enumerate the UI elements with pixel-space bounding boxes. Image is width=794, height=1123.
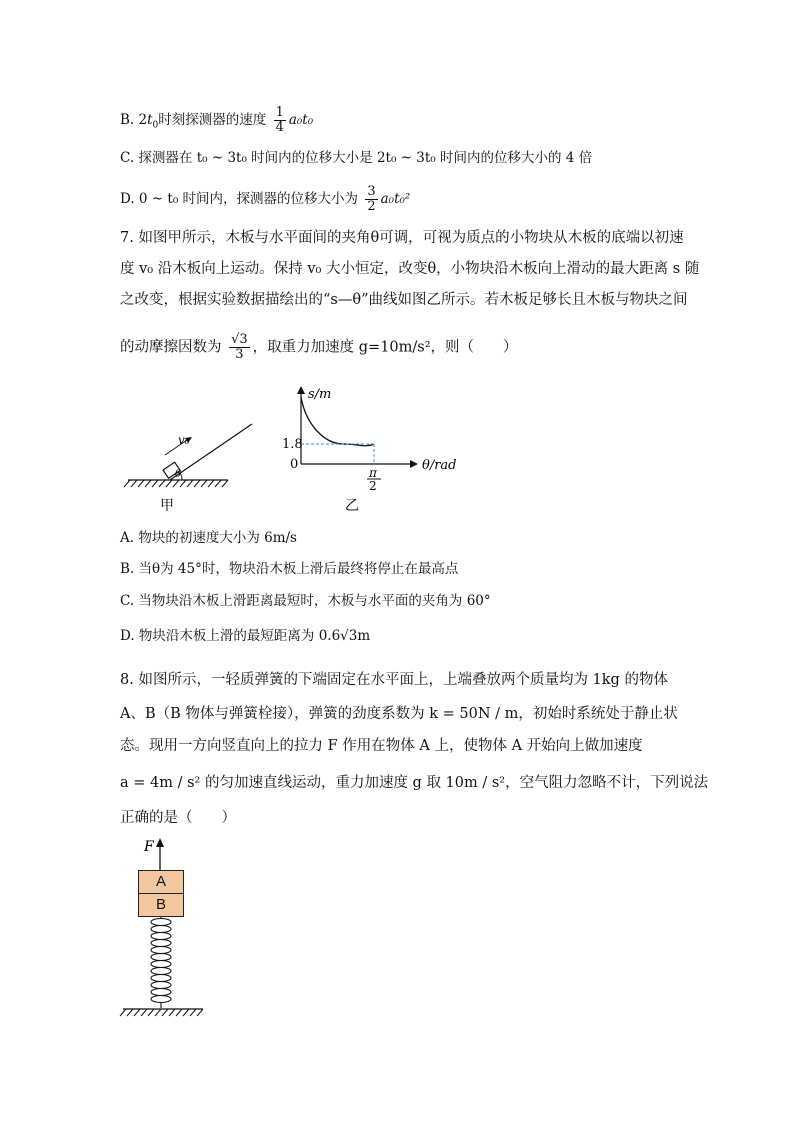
- q7-stem-line-4: [120, 333, 518, 362]
- ground-hatch: [124, 480, 228, 487]
- q6-option-c: C. 探测器在 t₀ ~ 3t₀ 时间内的位移大小是 2t₀ ~ 3t₀ 时间内的位移大小的 4 倍: [120, 150, 593, 166]
- q6-option-d-prefix: D. 0 ~ t₀ 时间内，探测器的位移大小为: [120, 191, 359, 207]
- q7-figure-jia: [120, 420, 260, 520]
- q8-stem-line-4: a = 4m / s² 的匀加速直线运动，重力加速度 g 取 10m / s²，空气阻力忽略不计，下列说法: [120, 775, 709, 791]
- q7-stem-line-3: 之改变，根据实验数据描绘出的“s—θ”曲线如图乙所示。若木板足够长且木板与物块之间: [120, 292, 688, 308]
- y-axis-arrowhead: [297, 386, 305, 394]
- y-tick-label: 1.8: [282, 437, 303, 452]
- force-label: F: [144, 839, 154, 855]
- q7-stem-line-4-prefix: 的动摩擦因数为: [120, 339, 222, 356]
- v0-label: v₀: [178, 433, 190, 447]
- block-a: A: [138, 870, 184, 894]
- theta-label: θ: [175, 469, 182, 480]
- q6-option-b-t: t: [147, 112, 153, 128]
- q7-option-d: D. 物块沿木板上滑的最短距离为 0.6√3m: [120, 628, 371, 644]
- q6-option-b-prefix: B. 2: [120, 112, 148, 128]
- fraction-denominator: 3: [235, 347, 244, 362]
- q7-friction-fraction: [229, 333, 250, 362]
- q7-stem-line-1: 7. 如图甲所示，木板与水平面间的夹角θ可调，可视为质点的小物块从木板的底端以初速: [120, 230, 684, 246]
- q7-option-b: B. 当θ为 45°时，物块沿木板上滑后最终将停止在最高点: [120, 561, 459, 577]
- q6-option-d-fraction: [365, 185, 377, 214]
- fraction-denominator: 4: [275, 120, 284, 135]
- x-tick-numerator: π: [369, 466, 377, 480]
- q7-option-c: C. 当物块沿木板上滑距离最短时，木板与水平面的夹角为 60°: [120, 593, 491, 609]
- q6-option-d-expr: a₀t₀²: [380, 191, 411, 207]
- q8-spring-figure: [118, 836, 218, 1026]
- q7-figure-yi: [280, 380, 470, 520]
- y-axis-label: s/m: [308, 387, 332, 402]
- fraction-denominator: 2: [367, 199, 376, 214]
- x-axis-arrowhead: [410, 460, 418, 468]
- x-axis-label: θ/rad: [422, 458, 457, 473]
- q7-stem-line-4-suffix: ，取重力加速度 g=10m/s²，则（ ）: [252, 339, 518, 356]
- fraction-numerator: 3: [367, 184, 376, 199]
- q6-option-d: [120, 185, 410, 214]
- q7-option-a: A. 物块的初速度大小为 6m/s: [120, 530, 297, 546]
- fraction-numerator: √3: [231, 332, 248, 347]
- figure-jia-caption: 甲: [160, 498, 174, 514]
- spring-coils: [151, 914, 171, 1008]
- x-tick-denominator: 2: [369, 479, 377, 493]
- q6-option-b: [120, 106, 313, 136]
- s-theta-curve: [301, 397, 374, 446]
- q6-option-b-expr: a₀t₀: [288, 112, 314, 128]
- origin-label: 0: [290, 457, 299, 472]
- q6-option-b-text: 时刻探测器的速度: [158, 112, 267, 128]
- q6-option-b-sub: 0: [152, 120, 159, 131]
- q7-stem-line-2: 度 v₀ 沿木板向上运动。保持 v₀ 大小恒定，改变θ，小物块沿木板向上滑动的最大距离 s 随: [120, 261, 700, 277]
- q8-stem-line-2: A、B（B 物体与弹簧栓接），弹簧的劲度系数为 k = 50N / m，初始时系统处于静止状: [120, 706, 678, 722]
- q8-stem-line-1: 8. 如图所示，一轻质弹簧的下端固定在水平面上，上端叠放两个质量均为 1kg 的物体: [120, 672, 668, 688]
- q8-stem-line-5: 正确的是（ ）: [120, 810, 236, 826]
- block-b: B: [138, 893, 184, 917]
- force-arrowhead: [156, 838, 164, 847]
- fraction-numerator: 1: [275, 105, 284, 120]
- figure-yi-caption: 乙: [345, 498, 359, 514]
- q6-option-b-fraction: [274, 106, 286, 135]
- floor-hatch: [120, 1009, 203, 1016]
- q8-stem-line-3: 态。现用一方向竖直向上的拉力 F 作用在物体 A 上，使物体 A 开始向上做加速度: [120, 738, 643, 754]
